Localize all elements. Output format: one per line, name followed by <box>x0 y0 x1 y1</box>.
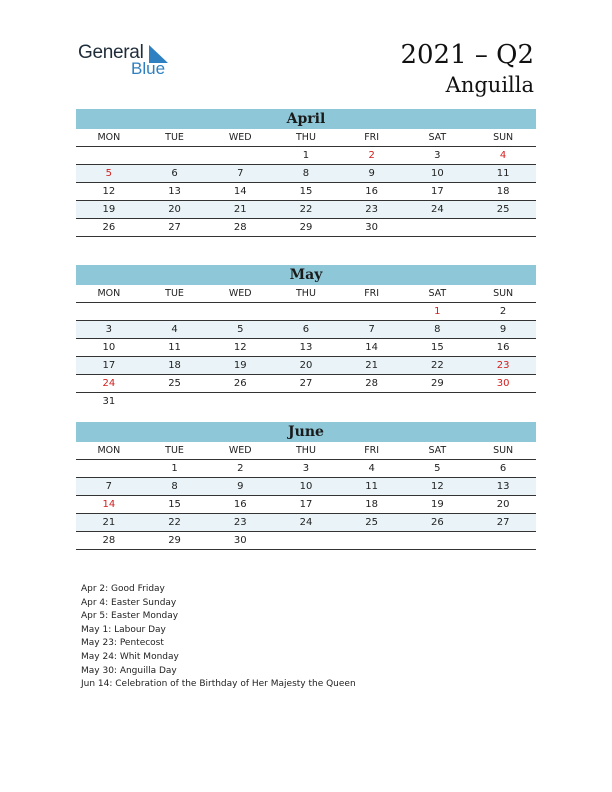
day-cell: 29 <box>405 375 471 393</box>
day-cell: 3 <box>405 147 471 165</box>
month-title: May <box>76 265 536 285</box>
weekday-label: SAT <box>405 285 471 303</box>
week-row <box>76 460 536 478</box>
day-cell: 24 <box>76 375 142 393</box>
day-cell: 2 <box>207 460 273 478</box>
day-cell: 8 <box>405 321 471 339</box>
day-cell: 24 <box>273 514 339 532</box>
week-row <box>76 147 536 165</box>
day-cell: 2 <box>470 303 536 321</box>
day-cell: 30 <box>470 375 536 393</box>
day-cell: 23 <box>207 514 273 532</box>
holiday-note: Apr 4: Easter Sunday <box>81 597 177 608</box>
day-cell: 24 <box>405 201 471 219</box>
day-cell: 21 <box>76 514 142 532</box>
day-cell: 1 <box>273 147 339 165</box>
day-cell: 14 <box>76 496 142 514</box>
empty-day-cell <box>76 147 142 165</box>
weekday-label: FRI <box>339 285 405 303</box>
empty-day-cell <box>142 303 208 321</box>
empty-day-cell <box>142 147 208 165</box>
day-cell: 26 <box>76 219 142 237</box>
day-cell: 10 <box>405 165 471 183</box>
weekday-label: FRI <box>339 129 405 147</box>
empty-day-cell <box>76 460 142 478</box>
day-cell: 28 <box>76 532 142 550</box>
day-cell: 27 <box>273 375 339 393</box>
empty-day-cell <box>273 393 339 411</box>
day-cell: 5 <box>207 321 273 339</box>
day-cell: 4 <box>339 460 405 478</box>
day-cell: 8 <box>142 478 208 496</box>
day-cell: 18 <box>470 183 536 201</box>
day-cell: 18 <box>142 357 208 375</box>
day-cell: 16 <box>470 339 536 357</box>
day-cell: 17 <box>273 496 339 514</box>
day-cell: 7 <box>76 478 142 496</box>
day-cell: 4 <box>470 147 536 165</box>
empty-day-cell <box>207 303 273 321</box>
day-cell: 16 <box>339 183 405 201</box>
day-cell: 10 <box>273 478 339 496</box>
day-cell: 30 <box>339 219 405 237</box>
week-row <box>76 532 536 550</box>
day-cell: 6 <box>142 165 208 183</box>
weekday-label: SAT <box>405 442 471 460</box>
day-cell: 15 <box>142 496 208 514</box>
empty-day-cell <box>339 532 405 550</box>
weekday-label: TUE <box>142 442 208 460</box>
day-cell: 8 <box>273 165 339 183</box>
week-row <box>76 357 536 375</box>
day-cell: 12 <box>76 183 142 201</box>
day-cell: 14 <box>339 339 405 357</box>
holiday-notes <box>81 583 356 692</box>
day-cell: 6 <box>470 460 536 478</box>
day-cell: 17 <box>405 183 471 201</box>
day-cell: 23 <box>470 357 536 375</box>
day-cell: 3 <box>273 460 339 478</box>
page-title: 2021 – Q2 <box>400 40 534 70</box>
day-cell: 29 <box>273 219 339 237</box>
holiday-note: Apr 5: Easter Monday <box>81 611 179 622</box>
day-cell: 25 <box>339 514 405 532</box>
day-cell: 26 <box>207 375 273 393</box>
day-cell: 25 <box>142 375 208 393</box>
day-cell: 19 <box>207 357 273 375</box>
month-title: June <box>76 422 536 442</box>
day-cell: 28 <box>207 219 273 237</box>
weekday-label: SUN <box>470 285 536 303</box>
day-cell: 30 <box>207 532 273 550</box>
day-cell: 25 <box>470 201 536 219</box>
week-row <box>76 219 536 237</box>
weekday-label: THU <box>273 442 339 460</box>
empty-day-cell <box>339 303 405 321</box>
empty-day-cell <box>405 532 471 550</box>
empty-day-cell <box>339 393 405 411</box>
empty-day-cell <box>405 219 471 237</box>
week-row <box>76 303 536 321</box>
day-cell: 10 <box>76 339 142 357</box>
logo-general-text: General <box>78 42 144 63</box>
day-cell: 5 <box>405 460 471 478</box>
holiday-note: Jun 14: Celebration of the Birthday of Her Majesty the Queen <box>81 679 356 690</box>
month-1 <box>76 265 536 410</box>
empty-day-cell <box>142 393 208 411</box>
week-row <box>76 339 536 357</box>
day-cell: 17 <box>76 357 142 375</box>
day-cell: 16 <box>207 496 273 514</box>
weekday-row <box>76 442 536 460</box>
weekday-label: THU <box>273 285 339 303</box>
holiday-note: May 23: Pentecost <box>81 638 164 649</box>
week-row <box>76 514 536 532</box>
day-cell: 19 <box>405 496 471 514</box>
empty-day-cell <box>207 393 273 411</box>
country-name: Anguilla <box>445 73 534 97</box>
empty-day-cell <box>76 303 142 321</box>
week-row <box>76 183 536 201</box>
day-cell: 11 <box>142 339 208 357</box>
day-cell: 9 <box>470 321 536 339</box>
weekday-row <box>76 129 536 147</box>
day-cell: 20 <box>273 357 339 375</box>
weekday-row <box>76 285 536 303</box>
weekday-label: MON <box>76 285 142 303</box>
day-cell: 28 <box>339 375 405 393</box>
weekday-label: SUN <box>470 129 536 147</box>
empty-day-cell <box>470 393 536 411</box>
weekday-label: TUE <box>142 285 208 303</box>
week-row <box>76 393 536 411</box>
day-cell: 4 <box>142 321 208 339</box>
month-grid <box>76 285 536 410</box>
day-cell: 29 <box>142 532 208 550</box>
holiday-note: May 24: Whit Monday <box>81 651 179 662</box>
day-cell: 26 <box>405 514 471 532</box>
weekday-label: FRI <box>339 442 405 460</box>
month-grid <box>76 442 536 550</box>
day-cell: 20 <box>470 496 536 514</box>
month-title: April <box>76 109 536 129</box>
empty-day-cell <box>405 393 471 411</box>
empty-day-cell <box>470 219 536 237</box>
day-cell: 11 <box>339 478 405 496</box>
day-cell: 11 <box>470 165 536 183</box>
day-cell: 22 <box>142 514 208 532</box>
day-cell: 20 <box>142 201 208 219</box>
day-cell: 1 <box>405 303 471 321</box>
weekday-label: THU <box>273 129 339 147</box>
day-cell: 3 <box>76 321 142 339</box>
day-cell: 9 <box>207 478 273 496</box>
day-cell: 13 <box>142 183 208 201</box>
month-0 <box>76 109 536 237</box>
empty-day-cell <box>273 303 339 321</box>
weekday-label: WED <box>207 285 273 303</box>
holiday-note: May 1: Labour Day <box>81 624 166 635</box>
holiday-note: May 30: Anguilla Day <box>81 665 177 676</box>
weekday-label: SUN <box>470 442 536 460</box>
weekday-label: SAT <box>405 129 471 147</box>
weekday-label: WED <box>207 442 273 460</box>
day-cell: 12 <box>207 339 273 357</box>
week-row <box>76 496 536 514</box>
day-cell: 27 <box>142 219 208 237</box>
weekday-label: MON <box>76 129 142 147</box>
weekday-label: MON <box>76 442 142 460</box>
week-row <box>76 165 536 183</box>
day-cell: 27 <box>470 514 536 532</box>
empty-day-cell <box>273 532 339 550</box>
week-row <box>76 321 536 339</box>
day-cell: 19 <box>76 201 142 219</box>
empty-day-cell <box>207 147 273 165</box>
day-cell: 7 <box>339 321 405 339</box>
day-cell: 31 <box>102 396 116 407</box>
day-cell: 15 <box>273 183 339 201</box>
day-cell: 12 <box>405 478 471 496</box>
day-cell: 13 <box>273 339 339 357</box>
empty-day-cell <box>470 532 536 550</box>
month-2 <box>76 422 536 550</box>
week-row <box>76 375 536 393</box>
month-grid <box>76 129 536 237</box>
week-row <box>76 201 536 219</box>
day-cell: 18 <box>339 496 405 514</box>
day-cell: 5 <box>76 165 142 183</box>
day-cell: 13 <box>470 478 536 496</box>
day-cell: 1 <box>142 460 208 478</box>
day-cell: 9 <box>339 165 405 183</box>
day-cell: 22 <box>405 357 471 375</box>
holiday-note: Apr 2: Good Friday <box>81 584 165 594</box>
logo <box>78 42 178 82</box>
day-cell: 14 <box>207 183 273 201</box>
day-cell: 15 <box>405 339 471 357</box>
day-cell: 2 <box>339 147 405 165</box>
day-cell: 21 <box>207 201 273 219</box>
day-cell: 6 <box>273 321 339 339</box>
day-cell: 23 <box>339 201 405 219</box>
week-row <box>76 478 536 496</box>
day-cell: 22 <box>273 201 339 219</box>
weekday-label: WED <box>207 129 273 147</box>
day-cell: 7 <box>207 165 273 183</box>
logo-blue-text: Blue <box>131 59 166 78</box>
day-cell: 21 <box>339 357 405 375</box>
weekday-label: TUE <box>142 129 208 147</box>
